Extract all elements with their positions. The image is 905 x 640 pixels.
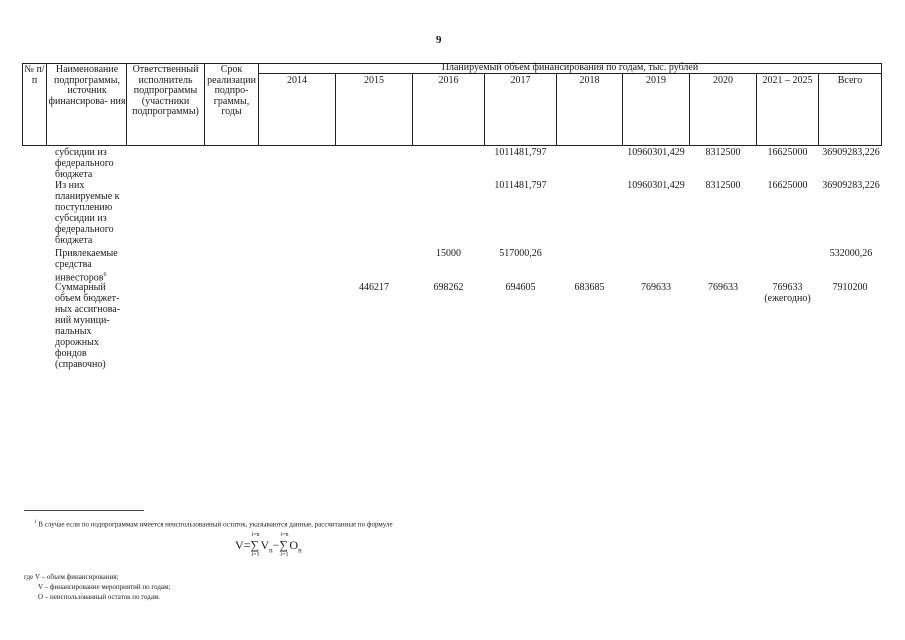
header-col-term: Срок реализации подпро- граммы, годы <box>207 64 256 117</box>
row-label: субсидии из федерального бюджета <box>55 147 114 180</box>
row-value: 769633 <box>708 282 738 293</box>
footnote-text: $^1$ В случае если по подпрограммам имеется неиспользованный остаток, указываются данные, рассчитанные по формуле <box>34 520 393 529</box>
row-label: Суммарный объем бюджет- ных ассигнова- ний муници- пальных дорожных фондов (справочно) <box>55 282 121 370</box>
row-value: 769633 <box>772 282 803 293</box>
row-value: 16625000 <box>767 147 808 158</box>
formula-term1-sub: n <box>269 546 273 555</box>
row-value: 8312500 <box>705 147 741 158</box>
header-year-2020: 2020 <box>713 75 733 86</box>
row-value: 36909283,226 <box>822 147 880 158</box>
row-value: 10960301,429 <box>627 180 685 191</box>
row-value: 517000,26 <box>499 248 542 259</box>
row-label: Привлекаемые средства инвесторов$^6$ <box>55 248 118 284</box>
header-total: Всего <box>837 75 863 86</box>
footnote-marker: 1 <box>34 520 37 525</box>
row-label: Из них планируемые к поступлению субсидии из федерального бюджета <box>55 180 120 246</box>
footnote-ref: 6 <box>103 272 107 278</box>
row-value: 10960301,429 <box>627 147 685 158</box>
header-year-2021-2025: 2021 – 2025 <box>762 75 813 86</box>
where-line: где V – объем финансирования; <box>24 573 119 581</box>
header-year-2018: 2018 <box>579 75 600 86</box>
header-year-2019: 2019 <box>646 75 666 86</box>
header-col-number: № п/п <box>24 64 45 86</box>
row-value: 694605 <box>505 282 536 293</box>
row-value: 7910200 <box>832 282 868 293</box>
formula-sum2-bottom: i=1 <box>280 552 289 558</box>
row-value: 36909283,226 <box>822 180 880 191</box>
where-line: O – неиспользованный остаток по годам. <box>38 593 161 601</box>
formula-term1: V <box>260 538 270 552</box>
formula-lhs: V <box>235 538 244 552</box>
formula-sum1-bottom: i=1 <box>251 552 260 558</box>
row-value: 16625000 <box>767 180 808 191</box>
footnote-separator <box>24 510 144 511</box>
row-note: (ежегодно) <box>764 293 811 304</box>
row-value: 532000,26 <box>829 248 873 259</box>
row-value: 1011481,797 <box>494 180 547 191</box>
formula-eq: = <box>243 538 251 552</box>
formula-sum1-top: i=n <box>251 532 260 538</box>
row-value: 446217 <box>359 282 389 293</box>
header-col-executor: Ответственный исполнитель подпрограммы (участники подпрограммы) <box>132 64 199 117</box>
header-col-financing-group: Планируемый объем финансирования по годам, тыс. рублей <box>441 62 699 73</box>
header-year-2015: 2015 <box>364 75 384 86</box>
row-value: 15000 <box>436 248 461 259</box>
row-value: 1011481,797 <box>494 147 547 158</box>
row-value: 698262 <box>433 282 464 293</box>
row-value: 683685 <box>574 282 605 293</box>
formula-sum2-top: i=n <box>280 532 289 538</box>
header-year-2017: 2017 <box>510 75 531 86</box>
header-year-2016: 2016 <box>438 75 459 86</box>
where-line: V – финансирование мероприятий по годам; <box>38 583 171 591</box>
formula-term2-sub: n <box>298 546 302 555</box>
row-value: 769633 <box>641 282 671 293</box>
formula: V=∑ i=n i=1 $V_n-\sum$ i=n i=1 $O_n$ <box>235 532 302 558</box>
page-number: 9 <box>436 34 442 46</box>
header-year-2014: 2014 <box>287 75 307 86</box>
header-col-name: Наименование подпрограммы, источник финансирова- ния <box>48 64 126 107</box>
row-value: 8312500 <box>705 180 741 191</box>
formula-minus: − <box>272 538 280 552</box>
formula-term2: O <box>289 538 299 552</box>
